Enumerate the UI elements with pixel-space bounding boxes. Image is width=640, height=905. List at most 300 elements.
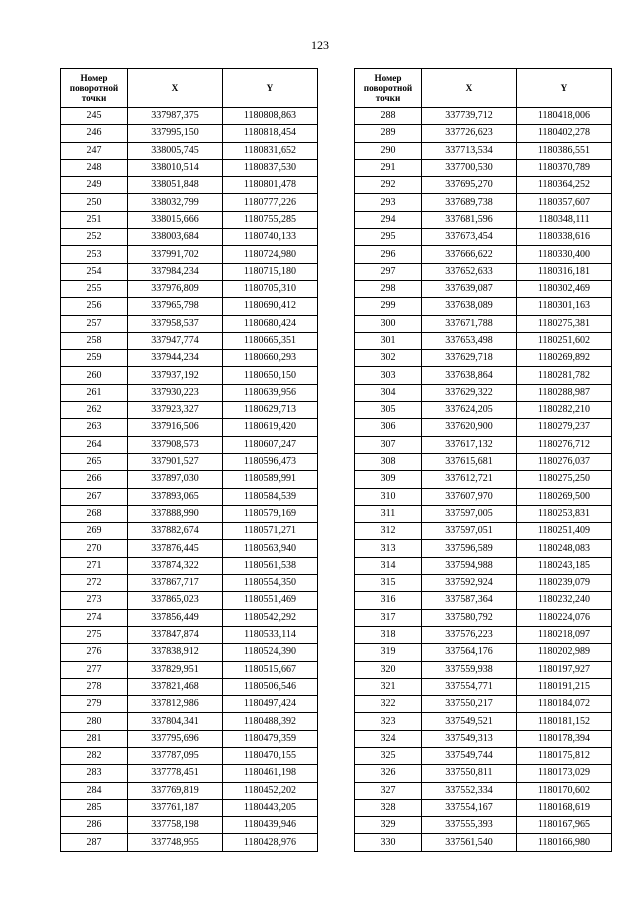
table-row <box>61 488 318 505</box>
coordinates-table-left <box>60 68 318 852</box>
y-coordinate-cell: 1180218,097 <box>517 626 612 643</box>
point-number-cell: 286 <box>61 817 128 834</box>
point-number-cell: 325 <box>355 747 422 764</box>
table-row <box>355 194 612 211</box>
x-coordinate-cell: 337576,223 <box>422 626 517 643</box>
y-coordinate-cell: 1180690,412 <box>223 298 318 315</box>
x-coordinate-cell: 338051,848 <box>128 177 223 194</box>
table-row <box>61 125 318 142</box>
y-coordinate-cell: 1180168,619 <box>517 799 612 816</box>
x-coordinate-cell: 337876,445 <box>128 540 223 557</box>
table-row <box>355 142 612 159</box>
point-number-cell: 261 <box>61 384 128 401</box>
table-row <box>61 108 318 125</box>
y-coordinate-cell: 1180173,029 <box>517 765 612 782</box>
table-row <box>355 765 612 782</box>
table-row <box>61 298 318 315</box>
header-point-number: Номер поворотной точки <box>355 69 422 108</box>
table-row <box>61 280 318 297</box>
point-number-cell: 311 <box>355 505 422 522</box>
table-row <box>355 557 612 574</box>
x-coordinate-cell: 337594,988 <box>422 557 517 574</box>
point-number-cell: 318 <box>355 626 422 643</box>
x-coordinate-cell: 337552,334 <box>422 782 517 799</box>
x-coordinate-cell: 337804,341 <box>128 713 223 730</box>
table-row <box>61 609 318 626</box>
point-number-cell: 308 <box>355 453 422 470</box>
x-coordinate-cell: 337778,451 <box>128 765 223 782</box>
table-row <box>355 592 612 609</box>
x-coordinate-cell: 337681,596 <box>422 211 517 228</box>
x-coordinate-cell: 337652,633 <box>422 263 517 280</box>
y-coordinate-cell: 1180715,180 <box>223 263 318 280</box>
table-row <box>61 315 318 332</box>
point-number-cell: 248 <box>61 159 128 176</box>
y-coordinate-cell: 1180276,712 <box>517 436 612 453</box>
x-coordinate-cell: 337592,924 <box>422 575 517 592</box>
table-row <box>355 419 612 436</box>
x-coordinate-cell: 337638,864 <box>422 367 517 384</box>
x-coordinate-cell: 337987,375 <box>128 108 223 125</box>
point-number-cell: 300 <box>355 315 422 332</box>
y-coordinate-cell: 1180497,424 <box>223 696 318 713</box>
y-coordinate-cell: 1180524,390 <box>223 644 318 661</box>
point-number-cell: 288 <box>355 108 422 125</box>
x-coordinate-cell: 337867,717 <box>128 575 223 592</box>
point-number-cell: 295 <box>355 229 422 246</box>
x-coordinate-cell: 337561,540 <box>422 834 517 851</box>
point-number-cell: 313 <box>355 540 422 557</box>
x-coordinate-cell: 337550,217 <box>422 696 517 713</box>
table-row <box>61 782 318 799</box>
table-row <box>355 280 612 297</box>
y-coordinate-cell: 1180479,359 <box>223 730 318 747</box>
x-coordinate-cell: 337947,774 <box>128 332 223 349</box>
y-coordinate-cell: 1180288,987 <box>517 384 612 401</box>
x-coordinate-cell: 337995,150 <box>128 125 223 142</box>
x-coordinate-cell: 337671,788 <box>422 315 517 332</box>
table-header-row <box>61 69 318 108</box>
x-coordinate-cell: 337888,990 <box>128 505 223 522</box>
y-coordinate-cell: 1180197,927 <box>517 661 612 678</box>
y-coordinate-cell: 1180461,198 <box>223 765 318 782</box>
y-coordinate-cell: 1180243,185 <box>517 557 612 574</box>
point-number-cell: 293 <box>355 194 422 211</box>
table-row <box>61 402 318 419</box>
y-coordinate-cell: 1180370,789 <box>517 159 612 176</box>
x-coordinate-cell: 337549,313 <box>422 730 517 747</box>
point-number-cell: 258 <box>61 332 128 349</box>
point-number-cell: 285 <box>61 799 128 816</box>
y-coordinate-cell: 1180619,420 <box>223 419 318 436</box>
x-coordinate-cell: 337812,986 <box>128 696 223 713</box>
point-number-cell: 257 <box>61 315 128 332</box>
point-number-cell: 309 <box>355 471 422 488</box>
y-coordinate-cell: 1180191,215 <box>517 678 612 695</box>
point-number-cell: 247 <box>61 142 128 159</box>
table-row <box>355 730 612 747</box>
y-coordinate-cell: 1180470,155 <box>223 747 318 764</box>
point-number-cell: 315 <box>355 575 422 592</box>
header-y: Y <box>517 69 612 108</box>
page-number: 123 <box>311 38 329 52</box>
table-body-right <box>355 108 612 852</box>
y-coordinate-cell: 1180251,602 <box>517 332 612 349</box>
point-number-cell: 277 <box>61 661 128 678</box>
point-number-cell: 304 <box>355 384 422 401</box>
table-row <box>355 436 612 453</box>
y-coordinate-cell: 1180269,500 <box>517 488 612 505</box>
y-coordinate-cell: 1180428,976 <box>223 834 318 851</box>
y-coordinate-cell: 1180175,812 <box>517 747 612 764</box>
header-point-number: Номер поворотной точки <box>61 69 128 108</box>
table-row <box>355 782 612 799</box>
x-coordinate-cell: 337673,454 <box>422 229 517 246</box>
point-number-cell: 291 <box>355 159 422 176</box>
point-number-cell: 250 <box>61 194 128 211</box>
y-coordinate-cell: 1180506,546 <box>223 678 318 695</box>
point-number-cell: 278 <box>61 678 128 695</box>
y-coordinate-cell: 1180777,226 <box>223 194 318 211</box>
y-coordinate-cell: 1180660,293 <box>223 350 318 367</box>
point-number-cell: 327 <box>355 782 422 799</box>
table-row <box>61 263 318 280</box>
point-number-cell: 262 <box>61 402 128 419</box>
y-coordinate-cell: 1180364,252 <box>517 177 612 194</box>
x-coordinate-cell: 337930,223 <box>128 384 223 401</box>
y-coordinate-cell: 1180166,980 <box>517 834 612 851</box>
y-coordinate-cell: 1180680,424 <box>223 315 318 332</box>
table-row <box>355 540 612 557</box>
point-number-cell: 326 <box>355 765 422 782</box>
y-coordinate-cell: 1180348,111 <box>517 211 612 228</box>
point-number-cell: 274 <box>61 609 128 626</box>
table-row <box>355 125 612 142</box>
x-coordinate-cell: 337549,521 <box>422 713 517 730</box>
point-number-cell: 321 <box>355 678 422 695</box>
point-number-cell: 245 <box>61 108 128 125</box>
point-number-cell: 281 <box>61 730 128 747</box>
table-row <box>355 315 612 332</box>
x-coordinate-cell: 337666,622 <box>422 246 517 263</box>
table-row <box>355 626 612 643</box>
table-row <box>61 713 318 730</box>
table-row <box>61 799 318 816</box>
x-coordinate-cell: 337620,900 <box>422 419 517 436</box>
point-number-cell: 303 <box>355 367 422 384</box>
table-row <box>355 263 612 280</box>
table-row <box>61 246 318 263</box>
x-coordinate-cell: 337700,530 <box>422 159 517 176</box>
x-coordinate-cell: 337937,192 <box>128 367 223 384</box>
y-coordinate-cell: 1180232,240 <box>517 592 612 609</box>
point-number-cell: 249 <box>61 177 128 194</box>
y-coordinate-cell: 1180357,607 <box>517 194 612 211</box>
point-number-cell: 322 <box>355 696 422 713</box>
x-coordinate-cell: 337787,095 <box>128 747 223 764</box>
point-number-cell: 324 <box>355 730 422 747</box>
header-x: X <box>128 69 223 108</box>
point-number-cell: 268 <box>61 505 128 522</box>
point-number-cell: 312 <box>355 523 422 540</box>
y-coordinate-cell: 1180338,616 <box>517 229 612 246</box>
table-row <box>355 747 612 764</box>
table-row <box>61 505 318 522</box>
x-coordinate-cell: 337795,696 <box>128 730 223 747</box>
point-number-cell: 271 <box>61 557 128 574</box>
table-row <box>355 488 612 505</box>
header-y: Y <box>223 69 318 108</box>
x-coordinate-cell: 337607,970 <box>422 488 517 505</box>
x-coordinate-cell: 337617,132 <box>422 436 517 453</box>
point-number-cell: 259 <box>61 350 128 367</box>
y-coordinate-cell: 1180607,247 <box>223 436 318 453</box>
y-coordinate-cell: 1180554,350 <box>223 575 318 592</box>
table-row <box>355 644 612 661</box>
point-number-cell: 298 <box>355 280 422 297</box>
y-coordinate-cell: 1180276,037 <box>517 453 612 470</box>
point-number-cell: 292 <box>355 177 422 194</box>
table-row <box>61 678 318 695</box>
x-coordinate-cell: 337612,721 <box>422 471 517 488</box>
x-coordinate-cell: 337554,167 <box>422 799 517 816</box>
table-row <box>355 523 612 540</box>
x-coordinate-cell: 337653,498 <box>422 332 517 349</box>
point-number-cell: 267 <box>61 488 128 505</box>
table-row <box>355 799 612 816</box>
point-number-cell: 260 <box>61 367 128 384</box>
y-coordinate-cell: 1180443,205 <box>223 799 318 816</box>
y-coordinate-cell: 1180561,538 <box>223 557 318 574</box>
table-row <box>355 298 612 315</box>
table-row <box>355 678 612 695</box>
point-number-cell: 255 <box>61 280 128 297</box>
point-number-cell: 264 <box>61 436 128 453</box>
table-row <box>61 332 318 349</box>
table-row <box>61 765 318 782</box>
x-coordinate-cell: 337580,792 <box>422 609 517 626</box>
x-coordinate-cell: 337624,205 <box>422 402 517 419</box>
table-row <box>355 332 612 349</box>
y-coordinate-cell: 1180239,079 <box>517 575 612 592</box>
point-number-cell: 302 <box>355 350 422 367</box>
header-x: X <box>422 69 517 108</box>
point-number-cell: 279 <box>61 696 128 713</box>
table-row <box>355 177 612 194</box>
point-number-cell: 269 <box>61 523 128 540</box>
x-coordinate-cell: 337549,744 <box>422 747 517 764</box>
y-coordinate-cell: 1180302,469 <box>517 280 612 297</box>
x-coordinate-cell: 337984,234 <box>128 263 223 280</box>
point-number-cell: 266 <box>61 471 128 488</box>
x-coordinate-cell: 337695,270 <box>422 177 517 194</box>
x-coordinate-cell: 337638,089 <box>422 298 517 315</box>
table-row <box>61 696 318 713</box>
point-number-cell: 263 <box>61 419 128 436</box>
y-coordinate-cell: 1180224,076 <box>517 609 612 626</box>
table-row <box>61 661 318 678</box>
y-coordinate-cell: 1180665,351 <box>223 332 318 349</box>
y-coordinate-cell: 1180452,202 <box>223 782 318 799</box>
y-coordinate-cell: 1180579,169 <box>223 505 318 522</box>
table-row <box>355 402 612 419</box>
point-number-cell: 290 <box>355 142 422 159</box>
point-number-cell: 256 <box>61 298 128 315</box>
y-coordinate-cell: 1180253,831 <box>517 505 612 522</box>
y-coordinate-cell: 1180269,892 <box>517 350 612 367</box>
point-number-cell: 273 <box>61 592 128 609</box>
table-row <box>61 453 318 470</box>
y-coordinate-cell: 1180170,602 <box>517 782 612 799</box>
point-number-cell: 329 <box>355 817 422 834</box>
y-coordinate-cell: 1180386,551 <box>517 142 612 159</box>
table-row <box>355 350 612 367</box>
table-row <box>61 747 318 764</box>
point-number-cell: 317 <box>355 609 422 626</box>
y-coordinate-cell: 1180650,150 <box>223 367 318 384</box>
point-number-cell: 310 <box>355 488 422 505</box>
y-coordinate-cell: 1180837,530 <box>223 159 318 176</box>
point-number-cell: 297 <box>355 263 422 280</box>
x-coordinate-cell: 337829,951 <box>128 661 223 678</box>
y-coordinate-cell: 1180639,956 <box>223 384 318 401</box>
x-coordinate-cell: 337958,537 <box>128 315 223 332</box>
table-row <box>61 159 318 176</box>
point-number-cell: 328 <box>355 799 422 816</box>
y-coordinate-cell: 1180589,991 <box>223 471 318 488</box>
x-coordinate-cell: 337874,322 <box>128 557 223 574</box>
x-coordinate-cell: 338003,684 <box>128 229 223 246</box>
x-coordinate-cell: 337639,087 <box>422 280 517 297</box>
y-coordinate-cell: 1180705,310 <box>223 280 318 297</box>
y-coordinate-cell: 1180181,152 <box>517 713 612 730</box>
y-coordinate-cell: 1180282,210 <box>517 402 612 419</box>
table-row <box>61 384 318 401</box>
y-coordinate-cell: 1180629,713 <box>223 402 318 419</box>
y-coordinate-cell: 1180724,980 <box>223 246 318 263</box>
table-row <box>61 419 318 436</box>
x-coordinate-cell: 337564,176 <box>422 644 517 661</box>
y-coordinate-cell: 1180330,400 <box>517 246 612 263</box>
x-coordinate-cell: 337865,023 <box>128 592 223 609</box>
table-row <box>355 453 612 470</box>
point-number-cell: 251 <box>61 211 128 228</box>
y-coordinate-cell: 1180563,940 <box>223 540 318 557</box>
table-body-left <box>61 108 318 852</box>
table-row <box>355 609 612 626</box>
x-coordinate-cell: 337689,738 <box>422 194 517 211</box>
y-coordinate-cell: 1180533,114 <box>223 626 318 643</box>
table-row <box>61 471 318 488</box>
x-coordinate-cell: 337559,938 <box>422 661 517 678</box>
y-coordinate-cell: 1180402,278 <box>517 125 612 142</box>
x-coordinate-cell: 337821,468 <box>128 678 223 695</box>
table-row <box>355 834 612 851</box>
x-coordinate-cell: 337615,681 <box>422 453 517 470</box>
table-row <box>61 834 318 851</box>
table-row <box>355 661 612 678</box>
table-row <box>61 626 318 643</box>
table-row <box>61 540 318 557</box>
point-number-cell: 276 <box>61 644 128 661</box>
point-number-cell: 307 <box>355 436 422 453</box>
y-coordinate-cell: 1180542,292 <box>223 609 318 626</box>
x-coordinate-cell: 337550,811 <box>422 765 517 782</box>
point-number-cell: 306 <box>355 419 422 436</box>
point-number-cell: 283 <box>61 765 128 782</box>
point-number-cell: 314 <box>355 557 422 574</box>
x-coordinate-cell: 337726,623 <box>422 125 517 142</box>
x-coordinate-cell: 337897,030 <box>128 471 223 488</box>
y-coordinate-cell: 1180584,539 <box>223 488 318 505</box>
x-coordinate-cell: 337758,198 <box>128 817 223 834</box>
point-number-cell: 284 <box>61 782 128 799</box>
table-row <box>61 177 318 194</box>
point-number-cell: 330 <box>355 834 422 851</box>
x-coordinate-cell: 337629,718 <box>422 350 517 367</box>
x-coordinate-cell: 337944,234 <box>128 350 223 367</box>
x-coordinate-cell: 337901,527 <box>128 453 223 470</box>
y-coordinate-cell: 1180515,667 <box>223 661 318 678</box>
table-row <box>355 211 612 228</box>
x-coordinate-cell: 337916,506 <box>128 419 223 436</box>
point-number-cell: 254 <box>61 263 128 280</box>
point-number-cell: 316 <box>355 592 422 609</box>
x-coordinate-cell: 337587,364 <box>422 592 517 609</box>
y-coordinate-cell: 1180740,133 <box>223 229 318 246</box>
x-coordinate-cell: 337847,874 <box>128 626 223 643</box>
table-row <box>61 229 318 246</box>
table-row <box>61 592 318 609</box>
table-row <box>355 505 612 522</box>
table-header-row <box>355 69 612 108</box>
y-coordinate-cell: 1180251,409 <box>517 523 612 540</box>
x-coordinate-cell: 337629,322 <box>422 384 517 401</box>
coordinates-table-right <box>354 68 612 852</box>
x-coordinate-cell: 337713,534 <box>422 142 517 159</box>
y-coordinate-cell: 1180167,965 <box>517 817 612 834</box>
point-number-cell: 299 <box>355 298 422 315</box>
table-row <box>355 696 612 713</box>
y-coordinate-cell: 1180275,381 <box>517 315 612 332</box>
table-row <box>355 108 612 125</box>
y-coordinate-cell: 1180178,394 <box>517 730 612 747</box>
table-row <box>61 211 318 228</box>
y-coordinate-cell: 1180808,863 <box>223 108 318 125</box>
table-row <box>355 246 612 263</box>
x-coordinate-cell: 337769,819 <box>128 782 223 799</box>
y-coordinate-cell: 1180831,652 <box>223 142 318 159</box>
table-row <box>61 367 318 384</box>
y-coordinate-cell: 1180184,072 <box>517 696 612 713</box>
y-coordinate-cell: 1180279,237 <box>517 419 612 436</box>
point-number-cell: 294 <box>355 211 422 228</box>
x-coordinate-cell: 338015,666 <box>128 211 223 228</box>
table-row <box>355 384 612 401</box>
y-coordinate-cell: 1180275,250 <box>517 471 612 488</box>
table-row <box>61 730 318 747</box>
y-coordinate-cell: 1180301,163 <box>517 298 612 315</box>
point-number-cell: 265 <box>61 453 128 470</box>
point-number-cell: 289 <box>355 125 422 142</box>
y-coordinate-cell: 1180551,469 <box>223 592 318 609</box>
point-number-cell: 323 <box>355 713 422 730</box>
table-row <box>61 644 318 661</box>
point-number-cell: 270 <box>61 540 128 557</box>
y-coordinate-cell: 1180596,473 <box>223 453 318 470</box>
x-coordinate-cell: 337748,955 <box>128 834 223 851</box>
y-coordinate-cell: 1180316,181 <box>517 263 612 280</box>
